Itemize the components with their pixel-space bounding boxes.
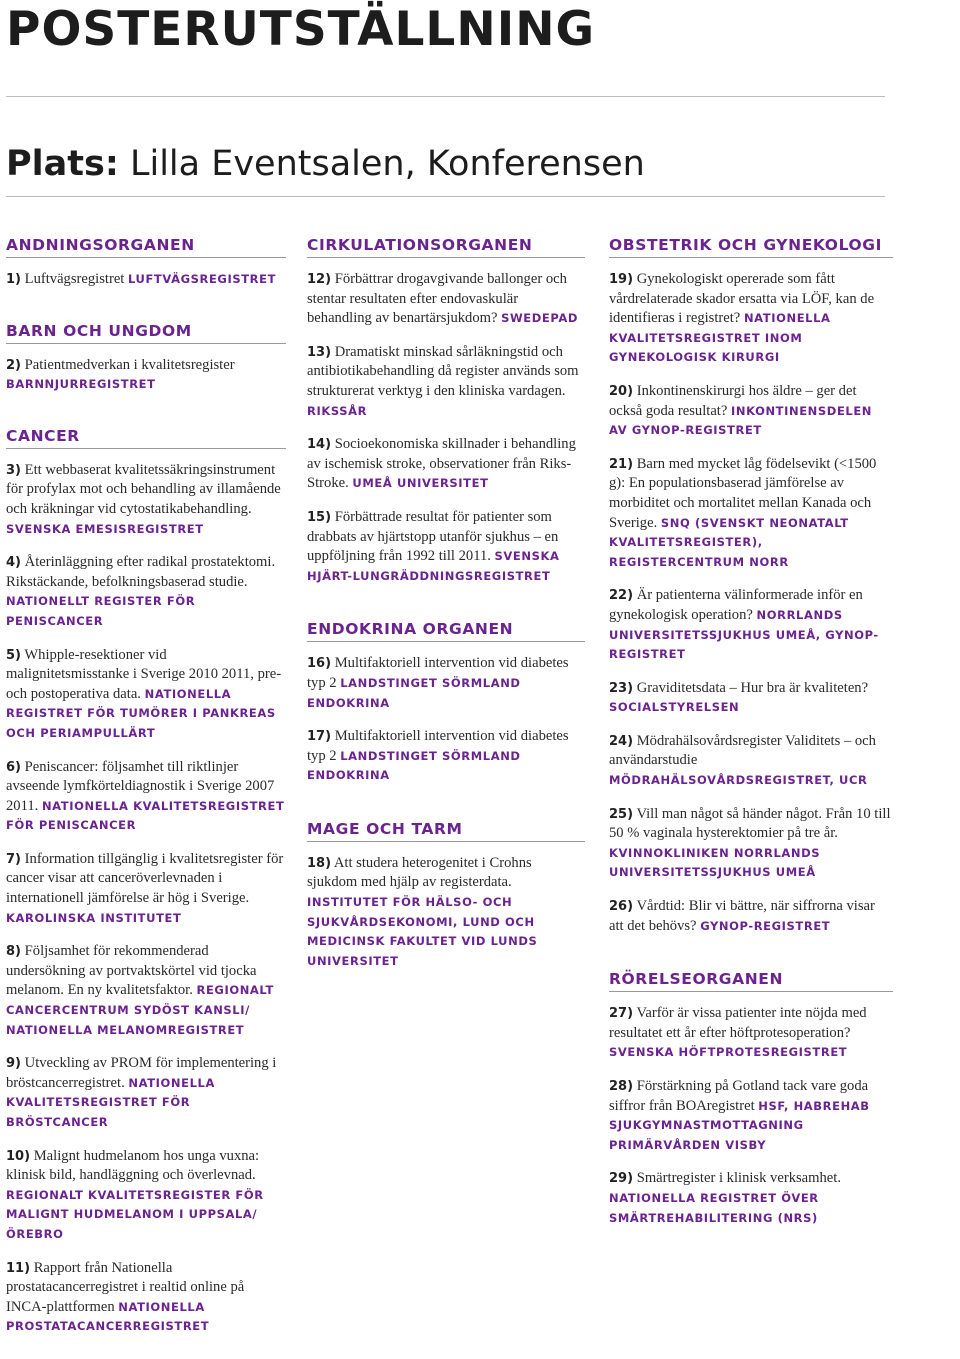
location-label: Plats: bbox=[6, 144, 119, 184]
divider bbox=[6, 196, 885, 197]
item-text: Följsamhet för rekommenderad undersökning av portvaktskörtel vid tjocka melanom. En ny kvalitetsfaktor. bbox=[6, 943, 257, 999]
divider bbox=[6, 96, 885, 97]
item-text: Rapport från Nationella prostatacancerregistret i realtid online på INCA-plattformen bbox=[6, 1259, 245, 1315]
section-barn-och-ungdom bbox=[6, 322, 286, 395]
item-source: NATIONELLA PROSTATACANCERREGISTRET bbox=[6, 1299, 210, 1334]
poster-item bbox=[609, 679, 893, 718]
item-text: Återinläggning efter radikal prostatektomi. Rikstäckande, befolkningsbaserad studie. bbox=[6, 554, 276, 590]
item-source: HSF, HABREHAB SJUKGYMNASTMOTTAGNING PRIMÄRVÅRDEN VISBY bbox=[609, 1098, 870, 1152]
poster-item bbox=[609, 270, 893, 368]
item-text: Socioekonomiska skillnader i behandling av ischemisk stroke, observationer från Riks-Stroke. bbox=[307, 436, 576, 492]
item-source: SVENSKA HÖFTPROTESREGISTRET bbox=[609, 1045, 848, 1060]
item-source: SNQ (SVENSKT NEONATALT KVALITETSREGISTER), REGISTERCENTRUM NORR bbox=[609, 515, 849, 569]
item-text: Dramatiskt minskad sårläkningstid och antibiotikabehandling då register används som strukturerat verktyg i den kliniska vardagen. bbox=[307, 343, 579, 399]
section-title: ENDOKRINA ORGANEN bbox=[307, 620, 585, 642]
item-number: 8) bbox=[6, 944, 21, 960]
section-rorelseorganen bbox=[609, 970, 893, 1228]
section-title: MAGE OCH TARM bbox=[307, 820, 585, 842]
poster-item bbox=[6, 1259, 286, 1337]
poster-item bbox=[6, 356, 286, 395]
item-source: NATIONELLA KVALITETSREGISTRET INOM GYNEKOLOGISK KIRURGI bbox=[609, 311, 831, 365]
item-number: 11) bbox=[6, 1260, 31, 1276]
item-text: Whipple-resektioner vid malignitetsmisstanke i Sverige 2010 2011, pre- och postoperativa data. bbox=[6, 646, 282, 702]
poster-item bbox=[6, 270, 286, 290]
item-text: Peniscancer: följsamhet till riktlinjer avseende lymfkörteldiagnostik i Sverige 2007 2011. bbox=[6, 758, 275, 814]
item-text: Varför är vissa patienter inte nöjda med resultatet ett år efter höftprotesoperation? bbox=[609, 1005, 867, 1041]
poster-item bbox=[307, 343, 585, 421]
item-number: 4) bbox=[6, 555, 21, 571]
item-source: NATIONELLA REGISTRET FÖR TUMÖRER I PANKREAS OCH PERIAMPULLÄRT bbox=[6, 686, 276, 740]
poster-item bbox=[609, 897, 893, 936]
item-source: NATIONELLT REGISTER FÖR PENISCANCER bbox=[6, 594, 196, 628]
item-number: 29) bbox=[609, 1171, 634, 1187]
item-number: 23) bbox=[609, 680, 634, 696]
poster-item bbox=[609, 1004, 893, 1063]
item-number: 18) bbox=[307, 855, 332, 871]
location-line bbox=[6, 141, 645, 187]
item-text: Vill man något så händer något. Från 10 till 50 % vaginala hysterektomier på tre år. bbox=[609, 805, 891, 842]
item-text: Är patienterna välinformerade inför en gynekologisk operation? bbox=[609, 587, 863, 623]
poster-item bbox=[609, 455, 893, 573]
item-number: 26) bbox=[609, 899, 634, 915]
item-text: Multifaktoriell intervention vid diabetes typ 2 bbox=[307, 655, 569, 691]
item-text: Inkontinenskirurgi hos äldre – ger det också goda resultat? bbox=[609, 382, 857, 419]
item-source: LANDSTINGET SÖRMLAND ENDOKRINA bbox=[307, 675, 521, 710]
item-number: 19) bbox=[609, 272, 634, 287]
item-text: Mödrahälsovårdsregister Validitets – och användarstudie bbox=[609, 732, 876, 769]
item-text: Luftvägsregistret bbox=[24, 271, 125, 287]
item-number: 17) bbox=[307, 729, 332, 745]
item-source: GYNOP-REGISTRET bbox=[700, 918, 831, 933]
poster-item bbox=[609, 586, 893, 664]
page-title: POSTERUTSTÄLLNING bbox=[6, 2, 596, 57]
section-endokrina-organen bbox=[307, 620, 585, 786]
poster-item bbox=[307, 654, 585, 713]
column-2 bbox=[307, 236, 585, 993]
poster-item bbox=[307, 270, 585, 329]
item-text: Barn med mycket låg födelsevikt (<1500 g): En populationsbaserad jämförelse av morbiditet och mortalitet mellan Kanada och Sverige. bbox=[609, 455, 877, 531]
section-title: BARN OCH UNGDOM bbox=[6, 322, 286, 344]
column-3 bbox=[609, 236, 893, 1250]
poster-item bbox=[307, 854, 585, 972]
item-text: Multifaktoriell intervention vid diabetes typ 2 bbox=[307, 728, 569, 764]
section-title: RÖRELSEORGANEN bbox=[609, 970, 893, 992]
poster-item bbox=[6, 1147, 286, 1245]
item-text: Smärtregister i klinisk verksamhet. bbox=[636, 1170, 841, 1187]
item-number: 13) bbox=[307, 344, 332, 360]
item-text: Information tillgänglig i kvalitetsregister för cancer visar att canceröverlevnaden i internationell jämförelse är hög i Sverige. bbox=[6, 850, 284, 907]
item-source: NORRLANDS UNIVERSITETSSJUKHUS UMEÅ, GYNOP-REGISTRET bbox=[609, 607, 879, 662]
item-source: REGIONALT KVALITETSREGISTER FÖR MALIGNT HUDMELANOM I UPPSALA/ÖREBRO bbox=[6, 1187, 264, 1241]
section-title: CIRKULATIONSORGANEN bbox=[307, 236, 585, 258]
poster-item bbox=[6, 553, 286, 631]
poster-item bbox=[307, 508, 585, 586]
item-text: Utveckling av PROM för implementering i bröstcancerregistret. bbox=[6, 1055, 277, 1091]
section-cirkulationsorganen bbox=[307, 236, 585, 586]
item-text: Patientmedverkan i kvalitetsregister bbox=[24, 356, 235, 373]
item-number: 21) bbox=[609, 456, 634, 472]
item-text: Att studera heterogenitet i Crohns sjukdom med hjälp av registerdata. bbox=[307, 854, 532, 891]
item-number: 6) bbox=[6, 759, 21, 775]
item-source: RIKSSÅR bbox=[307, 403, 368, 418]
poster-item bbox=[609, 732, 893, 791]
item-source: INKONTINENSDELEN AV GYNOP-REGISTRET bbox=[609, 403, 873, 438]
item-source: KAROLINSKA INSTITUTET bbox=[6, 910, 182, 925]
item-source: KVINNOKLINIKEN NORRLANDS UNIVERSITETSSJUKHUS UMEÅ bbox=[609, 845, 821, 880]
item-source: SOCIALSTYRELSEN bbox=[609, 700, 740, 715]
item-number: 7) bbox=[6, 851, 21, 867]
item-number: 15) bbox=[307, 509, 332, 525]
section-andningsorganen bbox=[6, 236, 286, 290]
poster-item bbox=[307, 727, 585, 786]
poster-item bbox=[6, 850, 286, 928]
item-number: 14) bbox=[307, 437, 332, 453]
item-number: 28) bbox=[609, 1079, 634, 1094]
poster-item bbox=[6, 758, 286, 836]
section-cancer bbox=[6, 427, 286, 1337]
item-text: Förbättrade resultat för patienter som drabbats av hjärtstopp utanför sjukhus – en uppföljning från 1992 till 2011. bbox=[307, 508, 559, 565]
item-source: SVENSKA HJÄRT-LUNGRÄDDNINGSREGISTRET bbox=[307, 549, 560, 583]
item-number: 20) bbox=[609, 383, 634, 399]
item-text: Förbättrar drogavgivande ballonger och stentar resultaten efter endovaskulär behandling av benartärsjukdom? bbox=[307, 271, 567, 327]
item-source: MÖDRAHÄLSOVÅRDSREGISTRET, UCR bbox=[609, 773, 868, 788]
poster-item bbox=[6, 461, 286, 539]
item-source: NATIONELLA KVALITETSREGISTRET FÖR PENISCANCER bbox=[6, 798, 285, 833]
item-text: Förstärkning på Gotland tack vare goda siffror från BOAregistret bbox=[609, 1078, 869, 1114]
item-source: NATIONELLA REGISTRET ÖVER SMÄRTREHABILITERING (NRS) bbox=[609, 1190, 819, 1225]
section-mage-och-tarm bbox=[307, 820, 585, 972]
item-number: 25) bbox=[609, 806, 634, 822]
item-number: 22) bbox=[609, 588, 634, 604]
item-source: BARNNJURREGISTRET bbox=[6, 377, 156, 392]
item-number: 3) bbox=[6, 462, 21, 478]
item-number: 2) bbox=[6, 357, 21, 373]
item-source: LUFTVÄGSREGISTRET bbox=[128, 272, 277, 286]
poster-item bbox=[609, 382, 893, 441]
section-title: OBSTETRIK OCH GYNEKOLOGI bbox=[609, 236, 893, 258]
poster-item bbox=[6, 1054, 286, 1132]
item-number: 24) bbox=[609, 733, 634, 749]
poster-item bbox=[609, 805, 893, 883]
item-source: INSTITUTET FÖR HÄLSO- OCH SJUKVÅRDSEKONOMI, LUND OCH MEDICINSK FAKULTET VID LUNDS UNIVERSITET bbox=[307, 895, 538, 968]
item-number: 10) bbox=[6, 1148, 31, 1164]
poster-item bbox=[609, 1077, 893, 1155]
item-text: Malignt hudmelanom hos unga vuxna: klinisk bild, handläggning och överlevnad. bbox=[6, 1147, 260, 1184]
section-title: CANCER bbox=[6, 427, 286, 449]
item-number: 12) bbox=[307, 272, 332, 287]
item-source: UMEÅ UNIVERSITET bbox=[352, 476, 489, 491]
poster-item bbox=[6, 942, 286, 1040]
item-source: REGIONALT CANCERCENTRUM SYDÖST KANSLI/ NATIONELLA MELANOMREGISTRET bbox=[6, 983, 274, 1037]
item-number: 9) bbox=[6, 1056, 21, 1072]
section-title: ANDNINGSORGANEN bbox=[6, 236, 286, 258]
item-number: 5) bbox=[6, 647, 21, 663]
item-number: 27) bbox=[609, 1006, 634, 1022]
location-value: Lilla Eventsalen, Konferensen bbox=[129, 144, 645, 184]
item-source: LANDSTINGET SÖRMLAND ENDOKRINA bbox=[307, 748, 521, 783]
item-text: Gynekologiskt opererade som fått vårdrelaterade skador ersatta via LÖF, kan de identifieras i registret? bbox=[609, 271, 875, 327]
item-source: NATIONELLA KVALITETSREGISTRET FÖR BRÖSTCANCER bbox=[6, 1075, 215, 1129]
item-text: Graviditetsdata – Hur bra är kvaliteten? bbox=[636, 679, 869, 696]
poster-item bbox=[307, 435, 585, 494]
item-text: Ett webbaserat kvalitetssäkringsinstrument för profylax mot och behandling av illamående och kräkningar vid cytostatikabehandling. bbox=[6, 461, 281, 517]
column-1 bbox=[6, 236, 286, 1359]
item-text: Vårdtid: Blir vi bättre, när siffrorna visar att det behövs? bbox=[609, 898, 875, 934]
item-number: 16) bbox=[307, 656, 332, 672]
item-source: SVENSKA EMESISREGISTRET bbox=[6, 521, 204, 536]
poster-item bbox=[609, 1169, 893, 1228]
poster-item bbox=[6, 646, 286, 744]
item-source: SWEDEPAD bbox=[501, 311, 578, 326]
section-obstetrik-och-gynekologi bbox=[609, 236, 893, 936]
item-number: 1) bbox=[6, 272, 21, 287]
